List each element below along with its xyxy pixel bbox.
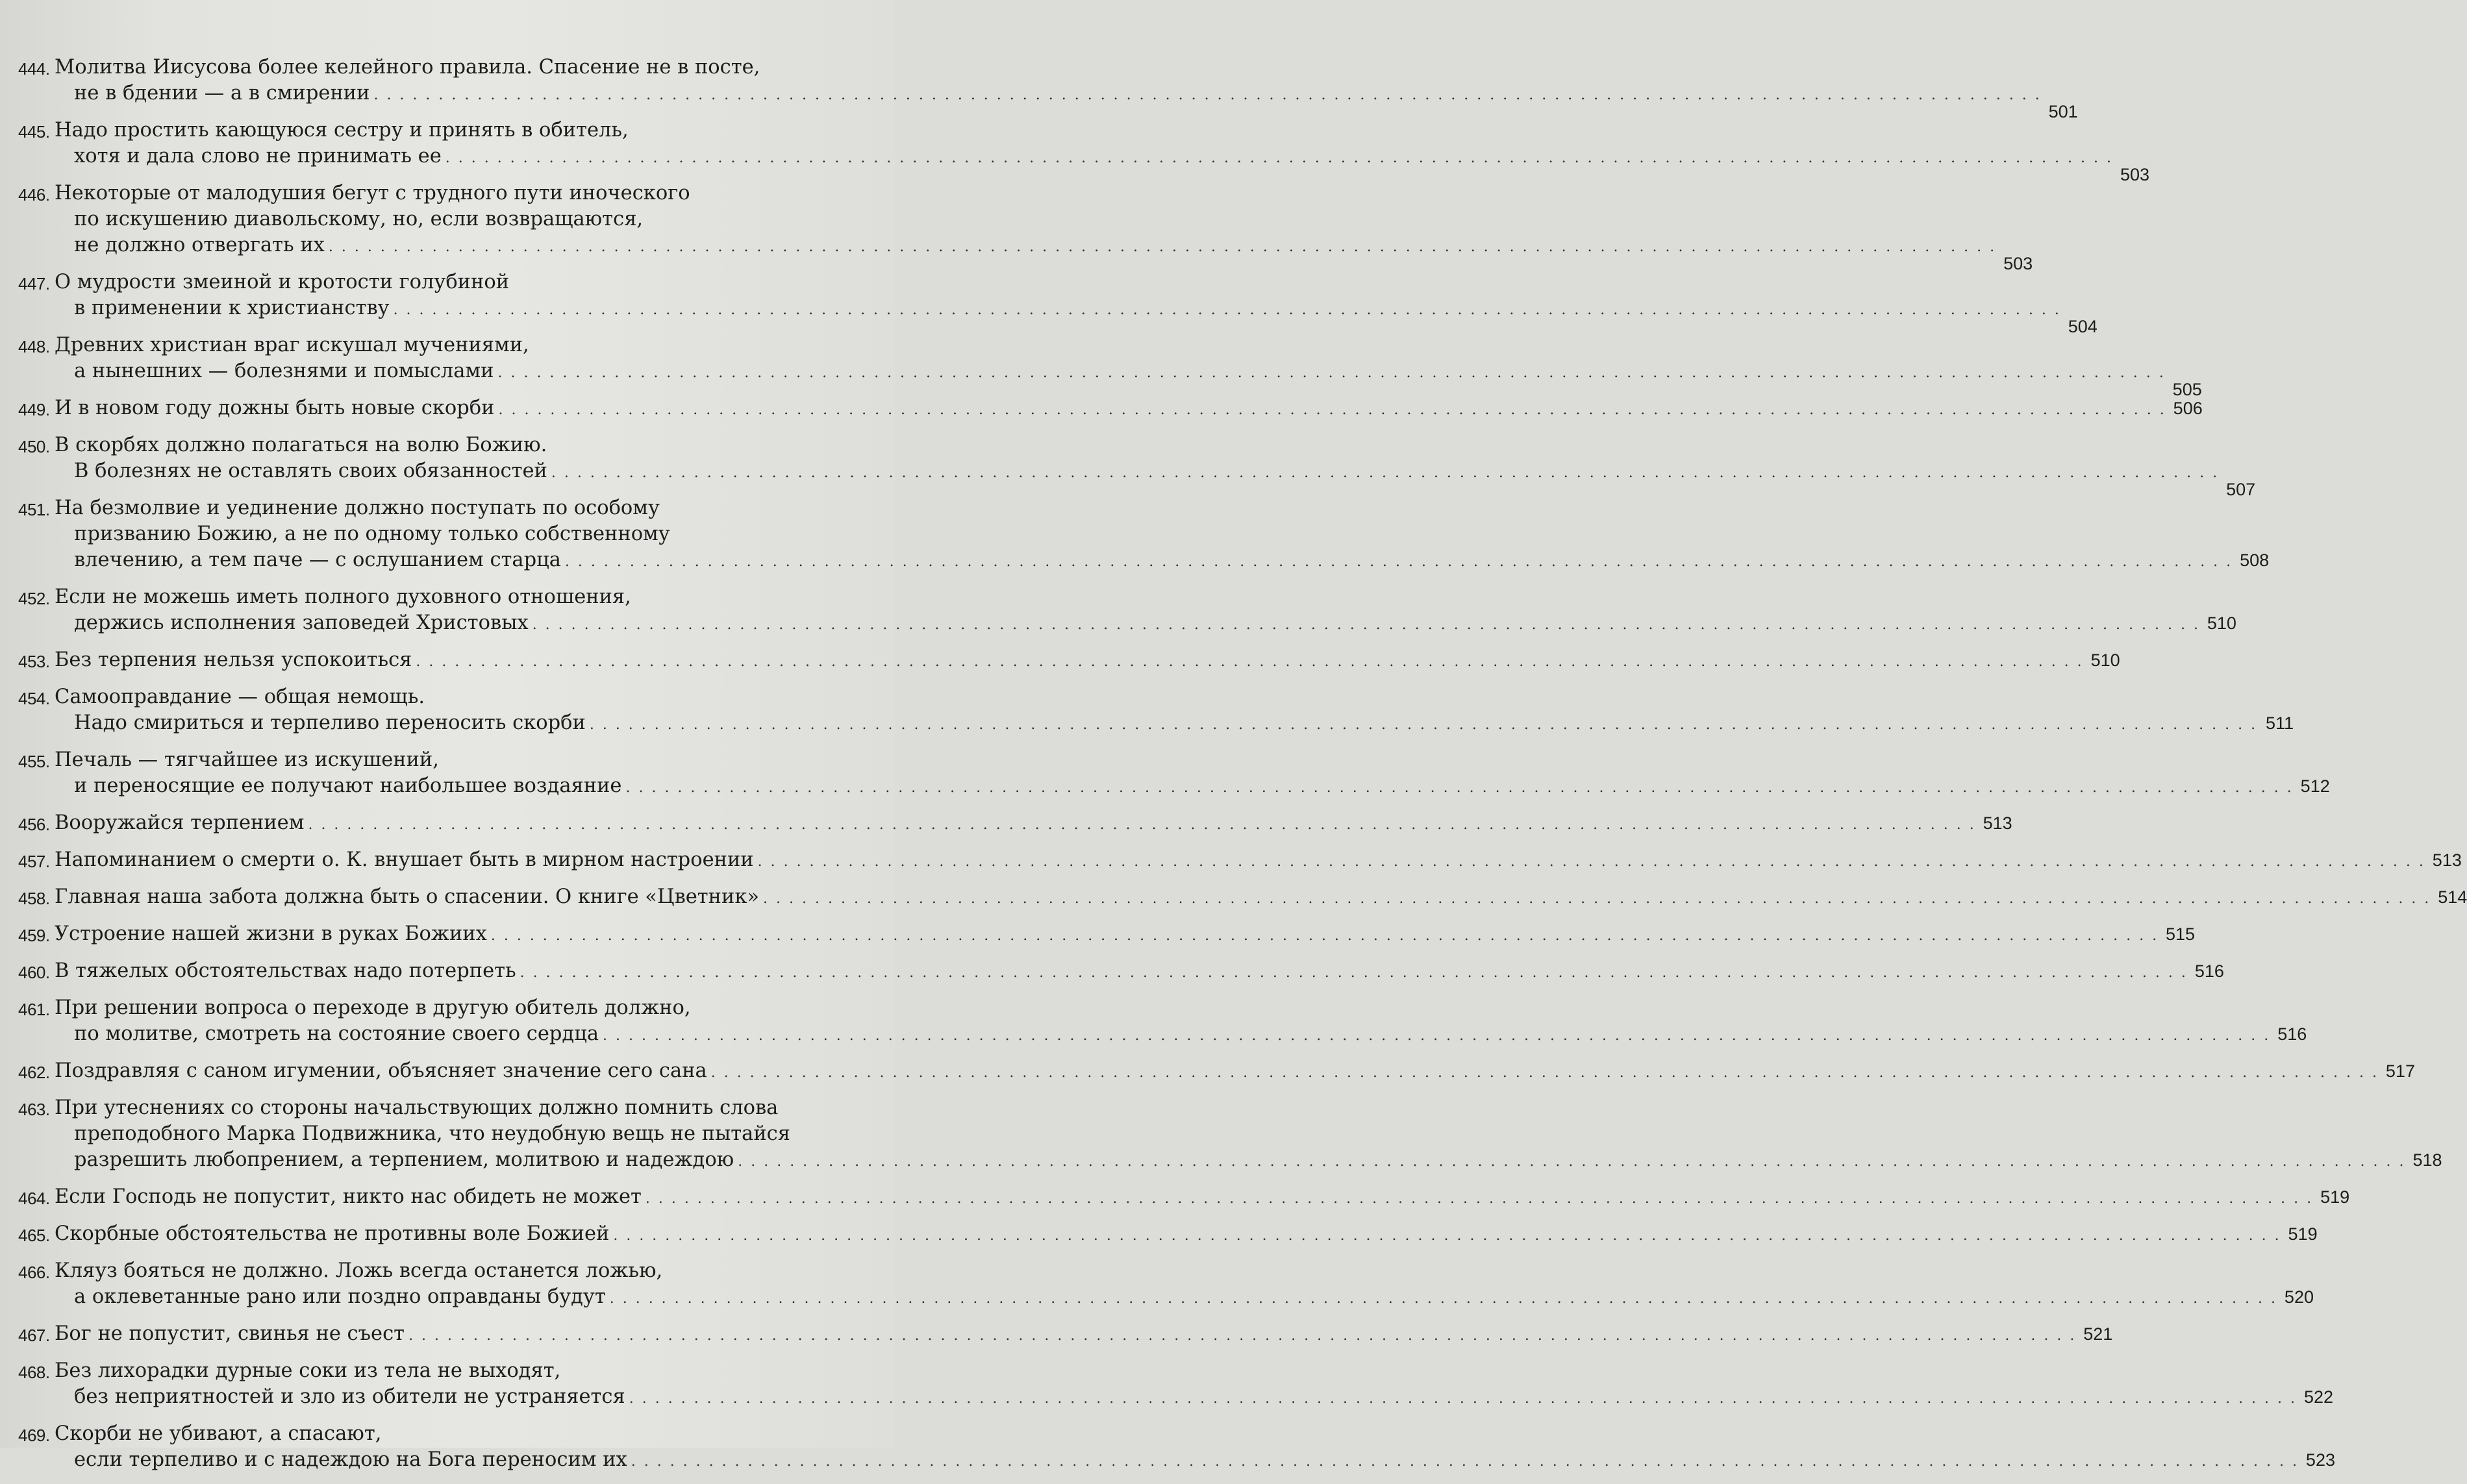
entry-title-text: в применении к христианству: [74, 297, 390, 319]
entry-number: 454.: [18, 689, 50, 708]
toc-entry[interactable]: [18, 1184, 2350, 1212]
entry-title: [55, 395, 2203, 423]
toc-entry[interactable]: [18, 117, 2150, 184]
entry-number: 456.: [18, 815, 50, 834]
toc-entry[interactable]: [18, 1095, 2442, 1175]
entry-title-line: [55, 232, 2033, 273]
leader-dots: [498, 397, 2166, 423]
entry-title-text: а оклеветанные рано или поздно оправданы будут: [74, 1285, 606, 1308]
entry-title-line: призванию Божию, а не по одному только собственному: [74, 523, 670, 545]
leader-dots: [520, 960, 2188, 986]
entry-title-line: [55, 458, 2256, 499]
page-number: 519: [2288, 1224, 2318, 1244]
entry-title-line: [55, 143, 2150, 184]
entry-title: [55, 1258, 2314, 1312]
entry-number: 450.: [18, 437, 50, 456]
toc-entry[interactable]: [18, 395, 2203, 423]
toc-entry[interactable]: [18, 584, 2236, 638]
entry-title-line: [55, 295, 2098, 336]
entry-title-line: [55, 610, 2236, 638]
entry-title-line: [55, 847, 2462, 875]
entry-title: [55, 584, 2236, 638]
entry-title-line: Некоторые от малодушия бегут с трудного пути иноческого: [55, 182, 690, 204]
entry-title-line: Скорби не убивают, а спасают,: [55, 1422, 382, 1445]
toc-entry[interactable]: [18, 647, 2120, 675]
entry-number: 468.: [18, 1363, 50, 1382]
page-number: 508: [2240, 550, 2270, 570]
leader-dots: [565, 549, 2233, 575]
toc-entry[interactable]: [18, 269, 2098, 336]
entry-title-line: [55, 1184, 2350, 1212]
entry-title-line: При решении вопроса о переходе в другую обитель должно,: [55, 996, 691, 1019]
page-number: 514: [2438, 887, 2467, 907]
entry-number: 466.: [18, 1263, 50, 1282]
entry-title: [55, 847, 2462, 875]
entry-title-line: Самооправдание — общая немощь.: [55, 686, 425, 708]
entry-title-line: [55, 547, 2270, 575]
page-number: 513: [1983, 813, 2012, 833]
toc-entry[interactable]: [18, 747, 2330, 801]
toc-entry[interactable]: [18, 495, 2270, 575]
entry-title-line: [55, 358, 2202, 399]
entry-title: [55, 747, 2330, 801]
entry-title-line: [55, 1058, 2415, 1086]
leader-dots: [532, 612, 2200, 638]
entry-title-line: [55, 958, 2224, 986]
toc-entry[interactable]: [18, 884, 2467, 912]
entry-title-line: [55, 1321, 2113, 1349]
toc-entry[interactable]: [18, 1358, 2334, 1412]
entry-title-text: Скорбные обстоятельства не противны воле Божией: [55, 1222, 610, 1245]
toc-entry[interactable]: [18, 847, 2462, 875]
entry-number: 464.: [18, 1189, 50, 1208]
entry-title-line: Печаль — тягчайшее из искушений,: [55, 748, 439, 771]
entry-title-line: [55, 921, 2196, 949]
page-number: 506: [2173, 399, 2203, 418]
entry-title-line: [55, 1147, 2442, 1175]
entry-title: [55, 921, 2196, 949]
entry-title: [55, 117, 2150, 184]
page-number: 516: [2194, 961, 2224, 981]
entry-title-text: В болезнях не оставлять своих обязанностей: [74, 460, 547, 482]
entry-title-text: разрешить любопрением, а терпением, молитвою и надеждою: [74, 1148, 734, 1171]
entry-number: 446.: [18, 185, 50, 204]
leader-dots: [408, 1323, 2076, 1349]
page-number: 512: [2300, 776, 2330, 796]
entry-title: [55, 684, 2294, 738]
entry-title: [55, 884, 2467, 912]
entry-number: 444.: [18, 59, 50, 79]
leader-dots: [416, 649, 2083, 675]
page-number: 519: [2320, 1187, 2350, 1207]
entry-title-line: [55, 1221, 2318, 1249]
toc-entry[interactable]: [18, 1321, 2113, 1349]
entry-title-line: Без лихорадки дурные соки из тела не выходят,: [55, 1359, 561, 1382]
entry-title-line: [55, 647, 2120, 675]
entry-title-line: [55, 884, 2467, 912]
toc-entry[interactable]: [18, 1221, 2318, 1249]
leader-dots: [551, 460, 2219, 486]
entry-title-line: [55, 395, 2203, 423]
leader-dots: [308, 812, 1975, 838]
page-number: 523: [2305, 1450, 2335, 1470]
page-number: 513: [2432, 850, 2462, 870]
page-number: 511: [2266, 713, 2294, 733]
page-number: 515: [2166, 924, 2196, 944]
entry-title: [55, 1184, 2350, 1212]
entry-title-line: Древних христиан враг искушал мучениями,: [55, 334, 529, 356]
page-number: 505: [2172, 380, 2202, 399]
entry-number: 458.: [18, 889, 50, 908]
toc-entry[interactable]: [18, 55, 2078, 121]
entry-title-line: При утеснениях со стороны начальствующих должно помнить слова: [55, 1096, 779, 1119]
toc-entry[interactable]: [18, 1421, 2335, 1475]
page-number: 516: [2277, 1024, 2307, 1044]
toc-entry[interactable]: [18, 921, 2196, 949]
entry-number: 459.: [18, 926, 50, 945]
entry-title: [55, 1221, 2318, 1249]
entry-number: 469.: [18, 1426, 50, 1445]
leader-dots: [763, 886, 2431, 912]
toc-entry[interactable]: [18, 180, 2033, 273]
entry-title-line: [55, 1384, 2334, 1412]
entry-title-text: Надо смириться и терпеливо переносить скорби: [74, 711, 586, 734]
entry-title-line: [55, 1284, 2314, 1312]
page-number: 501: [2048, 102, 2078, 121]
entry-title-text: влечению, а тем паче — с ослушанием старца: [74, 549, 561, 571]
page-number: 503: [2003, 254, 2033, 273]
entry-title-text: а нынешних — болезнями и помыслами: [74, 360, 494, 382]
leader-dots: [711, 1060, 2379, 1086]
leader-dots: [629, 1386, 2297, 1412]
page-number: 518: [2412, 1150, 2442, 1170]
entry-title-line: преподобного Марка Подвижника, что неудобную вещь не пытайся: [74, 1122, 791, 1145]
toc-entry[interactable]: [18, 684, 2294, 738]
entry-title-line: [55, 80, 2078, 121]
entry-title-line: В скорбях должно полагаться на волю Божию.: [55, 434, 547, 456]
entry-number: 447.: [18, 274, 50, 293]
entry-number: 461.: [18, 1000, 50, 1019]
entry-title-text: и переносящие ее получают наибольшее воздаяние: [74, 774, 622, 797]
entry-title-line: [55, 773, 2330, 801]
page-number: 522: [2303, 1387, 2334, 1407]
entry-title-text: Главная наша забота должна быть о спасении. О книге «Цветник»: [55, 885, 760, 908]
entry-number: 453.: [18, 652, 50, 671]
entry-title-line: Если не можешь иметь полного духовного отношения,: [55, 586, 631, 608]
page-number: 510: [2090, 650, 2120, 670]
entry-title-text: Если Господь не попустит, никто нас обидеть не может: [55, 1185, 642, 1208]
entry-title: [55, 647, 2120, 675]
page-number: 507: [2226, 480, 2256, 499]
entry-title-text: Поздравляя с саном игумении, объясняет значение сего сана: [55, 1059, 707, 1082]
entry-title-text: не в бдении — а в смирении: [74, 82, 370, 105]
entry-title-text: Без терпения нельзя успокоиться: [55, 649, 412, 671]
entry-title: [55, 1421, 2335, 1475]
entry-title: [55, 332, 2202, 399]
leader-dots: [631, 1449, 2299, 1475]
entry-title-line: О мудрости змеиной и кротости голубиной: [55, 271, 510, 293]
entry-title-line: по искушению диавольскому, но, если возвращаются,: [74, 208, 644, 230]
leader-dots: [625, 775, 2293, 801]
entry-title-text: Вооружайся терпением: [55, 811, 305, 834]
toc-entry[interactable]: [18, 432, 2256, 499]
toc-entry[interactable]: [18, 810, 2012, 838]
leader-dots: [645, 1186, 2313, 1212]
leader-dots: [373, 82, 2041, 108]
entry-number: 467.: [18, 1326, 50, 1345]
entry-title: [55, 55, 2078, 121]
toc-entry[interactable]: [18, 332, 2202, 399]
entry-title-text: В тяжелых обстоятельствах надо потерпеть: [55, 959, 516, 982]
entry-title-text: не должно отвергать их: [74, 234, 325, 256]
entry-title-text: Бог не попустит, свинья не съест: [55, 1322, 405, 1345]
entry-number: 463.: [18, 1100, 50, 1119]
entry-number: 457.: [18, 852, 50, 871]
leader-dots: [603, 1023, 2270, 1049]
entry-number: 449.: [18, 400, 50, 419]
entry-title: [55, 495, 2270, 575]
leader-dots: [610, 1286, 2277, 1312]
entry-title: [55, 995, 2307, 1049]
entry-title-text: без неприятностей и зло из обители не устраняется: [74, 1385, 625, 1408]
entry-title: [55, 958, 2224, 986]
entry-number: 445.: [18, 122, 50, 142]
entry-title-text: по молитве, смотреть на состояние своего сердца: [74, 1022, 599, 1045]
entry-title: [55, 1358, 2334, 1412]
leader-dots: [497, 360, 2165, 386]
entry-title-line: На безмолвие и уединение должно поступать по особому: [55, 497, 660, 519]
entry-title-line: [55, 810, 2012, 838]
entry-title-text: Устроение нашей жизни в руках Божиих: [55, 922, 487, 945]
page-number: 504: [2068, 317, 2098, 336]
entry-title-text: если терпеливо и с надеждою на Бога переносим их: [74, 1448, 627, 1471]
entry-title-text: Напоминанием о смерти о. К. внушает быть в мирном настроении: [55, 848, 754, 871]
leader-dots: [394, 297, 2061, 323]
leader-dots: [329, 234, 1996, 260]
entry-title: [55, 1321, 2113, 1349]
leader-dots: [590, 712, 2257, 738]
entry-title: [55, 810, 2012, 838]
page-number: 503: [2120, 165, 2150, 184]
entry-title: [55, 1095, 2442, 1175]
page-number: 510: [2207, 613, 2236, 633]
toc-entry[interactable]: [18, 958, 2224, 986]
entry-number: 452.: [18, 589, 50, 608]
table-of-contents: [18, 55, 2467, 1484]
entry-title-text: держись исполнения заповедей Христовых: [74, 612, 529, 634]
toc-entry[interactable]: [18, 995, 2307, 1049]
entry-title-line: [55, 1021, 2307, 1049]
entry-number: 462.: [18, 1063, 50, 1082]
entry-number: 455.: [18, 752, 50, 771]
leader-dots: [738, 1149, 2405, 1175]
leader-dots: [445, 145, 2113, 171]
entry-title-line: Надо простить кающуюся сестру и принять в обитель,: [55, 119, 629, 142]
entry-title: [55, 269, 2098, 336]
leader-dots: [758, 849, 2425, 875]
entry-title-line: Кляуз бояться не должно. Ложь всегда останется ложью,: [55, 1259, 663, 1282]
entry-number: 465.: [18, 1226, 50, 1245]
toc-entry[interactable]: [18, 1258, 2314, 1312]
entry-number: 451.: [18, 500, 50, 519]
entry-number: 460.: [18, 963, 50, 982]
toc-entry[interactable]: [18, 1058, 2415, 1086]
entry-title: [55, 1058, 2415, 1086]
leader-dots: [491, 923, 2159, 949]
entry-title: [55, 180, 2033, 273]
page-number: 521: [2083, 1324, 2113, 1344]
page-number: 520: [2284, 1287, 2314, 1307]
entry-title-text: И в новом году дожны быть новые скорби: [55, 397, 495, 419]
entry-title-line: [55, 710, 2294, 738]
page-number: 517: [2385, 1061, 2415, 1081]
entry-title-line: Молитва Иисусова более келейного правила. Спасение не в посте,: [55, 56, 760, 79]
entry-title: [55, 432, 2256, 499]
leader-dots: [613, 1223, 2281, 1249]
entry-title-text: хотя и дала слово не принимать ее: [74, 145, 442, 167]
entry-number: 448.: [18, 337, 50, 356]
entry-title-line: [55, 1447, 2335, 1475]
